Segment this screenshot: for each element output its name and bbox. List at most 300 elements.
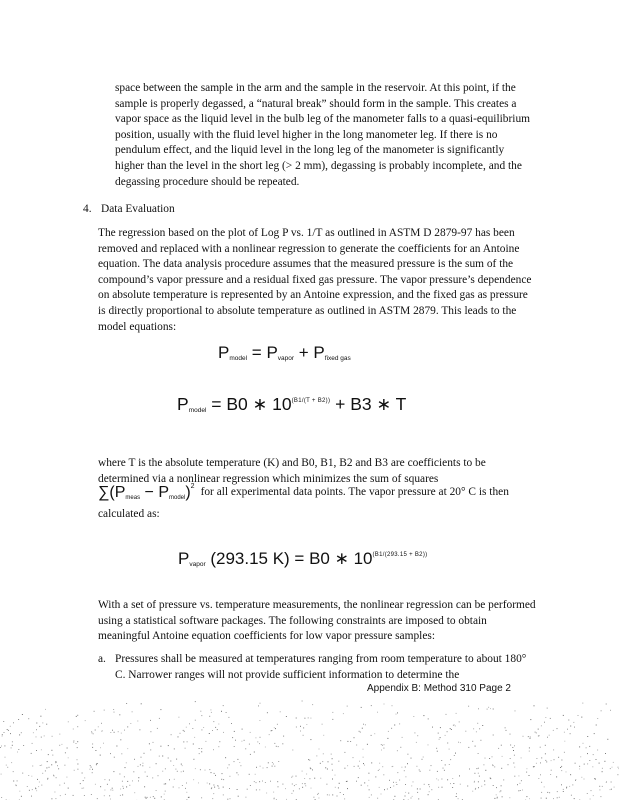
scan-speckle — [501, 785, 502, 786]
scan-speckle — [567, 729, 568, 730]
scan-speckle — [92, 747, 93, 748]
scan-speckle — [58, 768, 59, 769]
scan-speckle — [210, 709, 211, 710]
scan-speckle — [28, 775, 29, 776]
scan-speckle — [176, 759, 177, 760]
scan-speckle — [291, 777, 292, 778]
scan-speckle — [512, 747, 513, 748]
scan-speckle — [474, 773, 475, 774]
scan-speckle — [169, 779, 170, 780]
scan-speckle — [193, 759, 194, 760]
scan-speckle — [47, 761, 48, 762]
scan-speckle — [422, 759, 423, 760]
scan-speckle — [55, 761, 56, 762]
scan-speckle — [338, 787, 339, 788]
scan-speckle — [273, 792, 274, 793]
scan-speckle — [13, 771, 14, 772]
scan-speckle — [332, 758, 333, 759]
scan-speckle — [49, 767, 50, 768]
scan-speckle — [368, 780, 369, 781]
scan-speckle — [322, 761, 323, 762]
scan-speckle — [110, 799, 111, 800]
scan-speckle — [68, 788, 69, 789]
scan-speckle — [367, 785, 368, 786]
scan-speckle — [27, 786, 28, 787]
scan-speckle — [368, 773, 369, 774]
scan-speckle — [260, 737, 261, 738]
scan-speckle — [121, 733, 122, 734]
scan-speckle — [195, 701, 196, 702]
scan-speckle — [100, 786, 101, 787]
scan-speckle — [493, 709, 494, 710]
scan-speckle — [285, 788, 286, 789]
scan-speckle — [109, 795, 110, 796]
scan-speckle — [363, 724, 364, 725]
scan-speckle — [282, 743, 283, 744]
equation-vapor-pressure-20c: $P_{vapor}$ (293.15 K) = B0 ∗ $10^{(B1/(293.15 + B2))}$ — [178, 549, 428, 568]
scan-speckle — [120, 795, 121, 796]
scan-speckle — [255, 774, 256, 775]
scan-speckle — [397, 772, 398, 773]
scan-speckle — [540, 747, 541, 748]
scan-speckle — [77, 747, 78, 748]
scan-speckle — [152, 777, 153, 778]
scan-speckle — [302, 787, 303, 788]
scan-speckle — [309, 760, 310, 761]
scan-speckle — [332, 794, 333, 795]
scan-speckle — [310, 739, 311, 740]
scan-speckle — [586, 747, 587, 748]
scan-speckle — [522, 790, 523, 791]
scan-speckle — [561, 766, 562, 767]
scan-speckle — [182, 785, 183, 786]
paragraph-where: where T is the absolute temperature (K) and B0, B1, B2 and B3 are coefficients to be determined via a nonlinear regression which minimizes the sum of squares — [98, 457, 486, 485]
scan-speckle — [514, 755, 515, 756]
scan-speckle — [219, 741, 220, 742]
scan-speckle — [474, 782, 475, 783]
scan-speckle — [272, 766, 273, 767]
scan-speckle — [533, 766, 534, 767]
scan-speckle — [535, 732, 536, 733]
scan-speckle — [195, 768, 196, 769]
scan-speckle — [28, 718, 29, 719]
scan-speckle — [278, 746, 279, 747]
scan-speckle — [112, 790, 113, 791]
scan-speckle — [159, 756, 160, 757]
scan-speckle — [11, 747, 12, 748]
scan-speckle — [570, 726, 571, 727]
scan-speckle — [306, 724, 307, 725]
scan-speckle — [225, 757, 226, 758]
scan-speckle — [509, 797, 510, 798]
scan-speckle — [209, 783, 210, 784]
scan-speckle — [229, 764, 230, 765]
scan-speckle — [506, 730, 507, 731]
scan-speckle — [447, 731, 448, 732]
scan-speckle — [118, 731, 119, 732]
scan-speckle — [375, 776, 376, 777]
scan-speckle — [299, 788, 300, 789]
scan-speckle — [419, 769, 420, 770]
scan-speckle — [478, 787, 479, 788]
scan-speckle — [37, 779, 38, 780]
scan-speckle — [606, 782, 607, 783]
scan-speckle — [468, 747, 469, 748]
scan-speckle — [201, 715, 202, 716]
scan-speckle — [154, 798, 155, 799]
scan-speckle — [51, 764, 52, 765]
scan-speckle — [113, 771, 114, 772]
scan-speckle — [46, 724, 47, 725]
scan-speckle — [138, 777, 139, 778]
scan-speckle — [359, 768, 360, 769]
scan-speckle — [411, 758, 412, 759]
scan-speckle — [39, 726, 40, 727]
scan-speckle — [329, 795, 330, 796]
scan-speckle — [536, 732, 537, 733]
scan-speckle — [563, 791, 564, 792]
scan-speckle — [7, 729, 8, 730]
scan-speckle — [296, 776, 297, 777]
scan-speckle — [450, 759, 451, 760]
scan-speckle — [405, 792, 406, 793]
scan-speckle — [300, 731, 301, 732]
scan-speckle — [393, 782, 394, 783]
paragraph-constraints: With a set of pressure vs. temperature measurements, the nonlinear regression can be performed using a statistical software packages. The following constraints are imposed to obtain meaningful Antoine equation coefficients for low vapor pressure samples: — [98, 599, 536, 643]
scan-speckle — [530, 719, 531, 720]
scan-speckle — [485, 770, 486, 771]
scan-speckle — [254, 781, 255, 782]
scan-speckle — [124, 730, 125, 731]
scan-speckle — [67, 748, 68, 749]
scan-speckle — [502, 756, 503, 757]
scan-speckle — [305, 783, 306, 784]
scan-speckle — [465, 731, 466, 732]
scan-speckle — [417, 788, 418, 789]
scan-speckle — [100, 747, 101, 748]
scan-speckle — [308, 717, 309, 718]
scan-speckle — [536, 758, 537, 759]
scan-speckle — [614, 787, 615, 788]
scan-speckle — [277, 781, 278, 782]
scan-speckle — [561, 770, 562, 771]
scan-speckle — [36, 750, 37, 751]
scan-speckle — [59, 785, 60, 786]
scan-speckle — [103, 743, 104, 744]
scan-speckle — [358, 766, 359, 767]
scan-speckle — [51, 798, 52, 799]
scan-speckle — [42, 722, 43, 723]
scan-speckle — [64, 765, 65, 766]
scan-speckle — [344, 768, 345, 769]
scan-speckle — [587, 763, 588, 764]
scan-speckle — [579, 766, 580, 767]
scan-speckle — [488, 707, 489, 708]
scan-speckle — [217, 729, 218, 730]
scan-speckle — [569, 786, 570, 787]
scan-speckle — [52, 736, 53, 737]
scan-speckle — [541, 782, 542, 783]
scan-speckle — [566, 787, 567, 788]
scan-speckle — [581, 717, 582, 718]
scan-speckle — [318, 793, 319, 794]
scan-speckle — [529, 775, 530, 776]
scan-speckle — [332, 770, 333, 771]
scan-speckle — [18, 719, 19, 720]
scan-speckle — [199, 753, 200, 754]
scan-speckle — [392, 766, 393, 767]
scan-speckle — [0, 747, 1, 748]
scan-speckle — [549, 792, 550, 793]
scan-speckle — [114, 712, 115, 713]
scan-speckle — [467, 786, 468, 787]
scan-speckle — [343, 713, 344, 714]
scan-speckle — [513, 750, 514, 751]
scan-speckle — [113, 709, 114, 710]
scan-speckle — [132, 711, 133, 712]
scan-speckle — [382, 745, 383, 746]
scan-speckle — [503, 779, 504, 780]
scan-speckle — [473, 728, 474, 729]
scan-speckle — [235, 740, 236, 741]
scan-speckle — [538, 736, 539, 737]
scan-speckle — [45, 709, 46, 710]
scan-speckle — [274, 766, 275, 767]
scan-speckle — [91, 794, 92, 795]
scan-speckle — [481, 786, 482, 787]
scan-speckle — [275, 728, 276, 729]
scan-speckle — [119, 774, 120, 775]
paragraph-degassing: space between the sample in the arm and the sample in the reservoir. At this point, if the sample is properly degassed, a “natural break” should form in the sample. This creates a vapor space as the liquid level in the bulb leg of the manometer falls to a quasi-equilibrium position, usually with the fluid level higher in the long manometer leg. If there is no pendulum effect, and the liquid level in the long leg of the manometer is significantly higher than the level in the short leg (> 2 mm), degassing is probably incomplete, and the degassing procedure should be repeated. — [115, 82, 531, 188]
scan-speckle — [584, 779, 585, 780]
scan-speckle — [529, 798, 530, 799]
scan-speckle — [545, 717, 546, 718]
scan-speckle — [276, 746, 277, 747]
scan-speckle — [478, 768, 479, 769]
scan-speckle — [460, 742, 461, 743]
scan-speckle — [104, 795, 105, 796]
scan-speckle — [22, 773, 23, 774]
scan-speckle — [270, 781, 271, 782]
scan-speckle — [92, 769, 93, 770]
scan-noise-decoration — [0, 700, 619, 800]
scan-speckle — [377, 712, 378, 713]
scan-speckle — [521, 780, 522, 781]
scan-speckle — [361, 707, 362, 708]
scan-speckle — [547, 737, 548, 738]
scan-speckle — [312, 769, 313, 770]
scan-speckle — [510, 734, 511, 735]
scan-speckle — [360, 732, 361, 733]
scan-speckle — [602, 768, 603, 769]
scan-speckle — [147, 797, 148, 798]
scan-speckle — [451, 729, 452, 730]
scan-speckle — [217, 785, 218, 786]
scan-speckle — [296, 727, 297, 728]
scan-speckle — [209, 769, 210, 770]
scan-speckle — [101, 723, 102, 724]
scan-speckle — [501, 745, 502, 746]
scan-speckle — [32, 743, 33, 744]
scan-speckle — [478, 781, 479, 782]
scan-speckle — [469, 769, 470, 770]
scan-speckle — [492, 764, 493, 765]
scan-speckle — [201, 751, 202, 752]
scan-speckle — [211, 772, 212, 773]
scan-speckle — [182, 765, 183, 766]
scan-speckle — [359, 731, 360, 732]
scan-speckle — [381, 750, 382, 751]
scan-speckle — [223, 794, 224, 795]
scan-speckle — [551, 770, 552, 771]
scan-speckle — [540, 774, 541, 775]
scan-speckle — [443, 768, 444, 769]
scan-speckle — [194, 737, 195, 738]
scan-speckle — [90, 765, 91, 766]
scan-speckle — [234, 731, 235, 732]
scan-speckle — [405, 784, 406, 785]
scan-speckle — [260, 766, 261, 767]
scan-speckle — [485, 758, 486, 759]
scan-speckle — [245, 797, 246, 798]
scan-speckle — [596, 725, 597, 726]
scan-speckle — [477, 723, 478, 724]
scan-speckle — [150, 731, 151, 732]
scan-speckle — [545, 745, 546, 746]
scan-speckle — [142, 763, 143, 764]
scan-speckle — [250, 732, 251, 733]
scan-speckle — [18, 749, 19, 750]
scan-speckle — [599, 786, 600, 787]
scan-speckle — [517, 784, 518, 785]
scan-speckle — [602, 771, 603, 772]
scan-speckle — [226, 712, 227, 713]
scan-speckle — [618, 767, 619, 768]
scan-speckle — [267, 712, 268, 713]
scan-speckle — [383, 748, 384, 749]
scan-speckle — [306, 774, 307, 775]
scan-speckle — [110, 732, 111, 733]
scan-speckle — [201, 729, 202, 730]
scan-speckle — [456, 793, 457, 794]
scan-speckle — [564, 732, 565, 733]
scan-speckle — [455, 753, 456, 754]
scan-speckle — [500, 790, 501, 791]
scan-speckle — [269, 734, 270, 735]
scan-speckle — [519, 783, 520, 784]
scan-speckle — [142, 765, 143, 766]
scan-speckle — [572, 784, 573, 785]
scan-speckle — [227, 767, 228, 768]
scan-speckle — [144, 753, 145, 754]
scan-speckle — [459, 721, 460, 722]
scan-speckle — [553, 749, 554, 750]
scan-speckle — [508, 764, 509, 765]
scan-speckle — [256, 789, 257, 790]
scan-speckle — [209, 733, 210, 734]
scan-speckle — [439, 739, 440, 740]
scan-speckle — [61, 744, 62, 745]
scan-speckle — [186, 727, 187, 728]
scan-speckle — [168, 745, 169, 746]
scan-speckle — [450, 783, 451, 784]
scan-speckle — [256, 767, 257, 768]
scan-speckle — [124, 776, 125, 777]
scan-speckle — [186, 792, 187, 793]
scan-speckle — [323, 735, 324, 736]
scan-speckle — [564, 741, 565, 742]
scan-speckle — [150, 797, 151, 798]
scan-speckle — [272, 762, 273, 763]
scan-speckle — [478, 753, 479, 754]
scan-speckle — [510, 758, 511, 759]
scan-speckle — [453, 725, 454, 726]
scan-speckle — [387, 789, 388, 790]
scan-speckle — [573, 722, 574, 723]
scan-speckle — [259, 781, 260, 782]
scan-speckle — [447, 779, 448, 780]
scan-speckle — [438, 733, 439, 734]
scan-speckle — [47, 779, 48, 780]
scan-speckle — [394, 725, 395, 726]
scan-speckle — [379, 763, 380, 764]
scan-speckle — [77, 764, 78, 765]
scan-speckle — [304, 718, 305, 719]
scan-speckle — [558, 757, 559, 758]
scan-speckle — [36, 736, 37, 737]
scan-speckle — [193, 779, 194, 780]
scan-speckle — [310, 768, 311, 769]
scan-speckle — [428, 718, 429, 719]
scan-speckle — [17, 752, 18, 753]
scan-speckle — [238, 796, 239, 797]
scan-speckle — [112, 788, 113, 789]
scan-speckle — [612, 767, 613, 768]
scan-speckle — [332, 764, 333, 765]
scan-speckle — [134, 792, 135, 793]
scan-speckle — [335, 775, 336, 776]
scan-speckle — [127, 748, 128, 749]
scan-speckle — [597, 750, 598, 751]
scan-speckle — [550, 718, 551, 719]
scan-speckle — [51, 750, 52, 751]
scan-speckle — [84, 777, 85, 778]
scan-speckle — [391, 728, 392, 729]
scan-speckle — [363, 749, 364, 750]
scan-speckle — [125, 767, 126, 768]
scan-speckle — [265, 747, 266, 748]
scan-speckle — [476, 768, 477, 769]
scan-speckle — [48, 754, 49, 755]
scan-speckle — [300, 726, 301, 727]
scan-speckle — [213, 785, 214, 786]
scan-speckle — [557, 797, 558, 798]
scan-speckle — [256, 782, 257, 783]
scan-speckle — [302, 783, 303, 784]
scan-speckle — [518, 775, 519, 776]
scan-speckle — [165, 768, 166, 769]
scan-speckle — [449, 764, 450, 765]
scan-speckle — [437, 771, 438, 772]
scan-speckle — [133, 771, 134, 772]
scan-speckle — [613, 762, 614, 763]
scan-speckle — [145, 797, 146, 798]
scan-speckle — [308, 759, 309, 760]
scan-speckle — [174, 748, 175, 749]
scan-speckle — [159, 718, 160, 719]
scan-speckle — [484, 781, 485, 782]
scan-speckle — [429, 791, 430, 792]
